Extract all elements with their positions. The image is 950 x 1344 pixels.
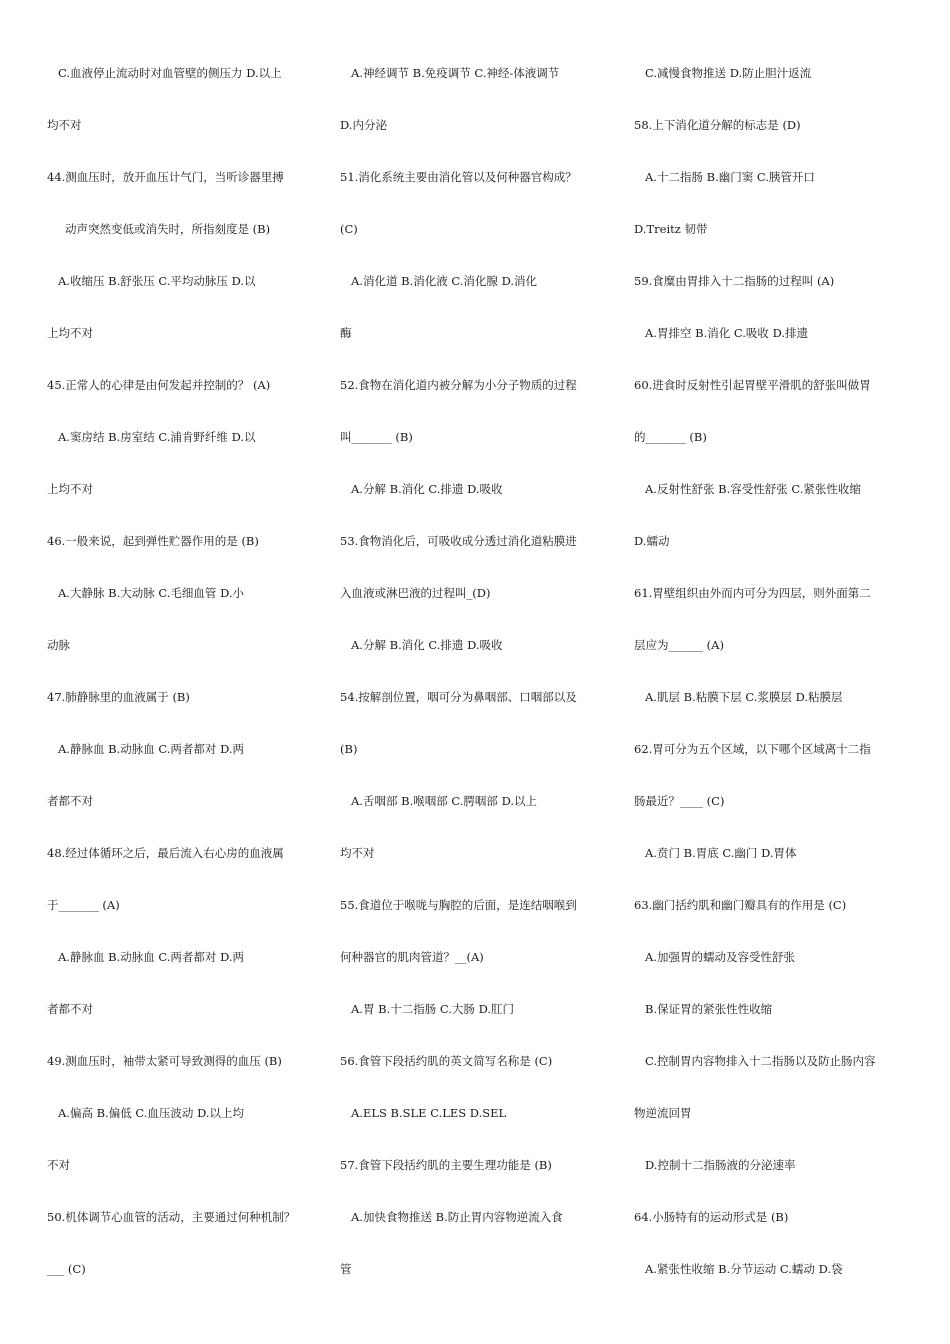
text-line: 管 [340, 1262, 352, 1276]
text-line: A.大静脉 B.大动脉 C.毛细血管 D.小 [58, 586, 245, 600]
text-line: A.神经调节 B.免疫调节 C.神经-体液调节 [351, 66, 560, 80]
text-line: (C) [340, 222, 358, 236]
text-line: 47.肺静脉里的血液属于 (B) [47, 690, 190, 704]
text-line: 50.机体调节心血管的活动，主要通过何种机制？ [47, 1210, 296, 1224]
text-line: 51.消化系统主要由消化管以及何种器官构成？ [340, 170, 577, 184]
text-line: 60.进食时反射性引起胃壁平滑肌的舒张叫做胃 [634, 378, 871, 392]
text-line: D.控制十二指肠液的分泌速率 [645, 1158, 796, 1172]
text-line: 上均不对 [47, 326, 93, 340]
text-line: 61.胃壁组织由外而内可分为四层，则外面第二 [634, 586, 871, 600]
text-line: A.舌咽部 B.喉咽部 C.腭咽部 D.以上 [351, 794, 538, 808]
text-line: 者都不对 [47, 794, 93, 808]
text-line: 46.一般来说，起到弹性贮器作用的是 (B) [47, 534, 259, 548]
text-line: A.静脉血 B.动脉血 C.两者都对 D.两 [58, 950, 245, 964]
text-line: 52.食物在消化道内被分解为小分子物质的过程 [340, 378, 577, 392]
text-line: 的_______ (B) [634, 430, 707, 444]
text-line: A.加快食物推送 B.防止胃内容物逆流入食 [351, 1210, 563, 1224]
text-line: (B) [340, 742, 358, 756]
text-line: 45.正常人的心律是由何发起并控制的？ (A) [47, 378, 271, 392]
text-line: 63.幽门括约肌和幽门瓣具有的作用是 (C) [634, 898, 847, 912]
text-line: A.分解 B.消化 C.排遗 D.吸收 [351, 482, 503, 496]
text-line: 层应为______ (A) [634, 638, 724, 652]
text-line: 酶 [340, 326, 352, 340]
text-line: A.肌层 B.粘膜下层 C.浆膜层 D.粘膜层 [645, 690, 843, 704]
text-line: 均不对 [340, 846, 375, 860]
text-line: A.反射性舒张 B.容受性舒张 C.紧张性收缩 [645, 482, 861, 496]
text-line: 动声突然变低或消失时，所指刻度是 (B) [65, 222, 271, 236]
text-line: 何种器官的肌肉管道？__(A) [340, 950, 484, 964]
text-line: A.贲门 B.胃底 C.幽门 D.胃体 [645, 846, 797, 860]
text-line: 者都不对 [47, 1002, 93, 1016]
text-line: A.十二指肠 B.幽门窦 C.胰管开口 [645, 170, 815, 184]
text-line: A.ELS B.SLE C.LES D.SEL [351, 1106, 507, 1120]
text-line: 57.食管下段括约肌的主要生理功能是 (B) [340, 1158, 552, 1172]
text-line: A.加强胃的蠕动及容受性舒张 [645, 950, 795, 964]
text-line: 58.上下消化道分解的标志是 (D) [634, 118, 801, 132]
text-line: D.蠕动 [634, 534, 670, 548]
text-line: 56.食管下段括约肌的英文简写名称是 (C) [340, 1054, 553, 1068]
text-line: 均不对 [47, 118, 82, 132]
text-line: A.胃 B.十二指肠 C.大肠 D.肛门 [351, 1002, 515, 1016]
text-line: 53.食物消化后，可吸收成分透过消化道粘膜进 [340, 534, 577, 548]
text-line: 于_______ (A) [47, 898, 120, 912]
column-middle [340, 60, 610, 1308]
text-line: A.胃排空 B.消化 C.吸收 D.排遗 [645, 326, 809, 340]
text-line: 62.胃可分为五个区域，以下哪个区域离十二指 [634, 742, 871, 756]
text-line: 入血液或淋巴液的过程叫_(D) [340, 586, 491, 600]
text-line: 54.按解剖位置，咽可分为鼻咽部、口咽部以及 [340, 690, 577, 704]
text-line: ___ (C) [47, 1262, 86, 1276]
column-right [634, 60, 909, 1308]
text-line: 动脉 [47, 638, 70, 652]
text-line: D.内分泌 [340, 118, 387, 132]
text-line: A.静脉血 B.动脉血 C.两者都对 D.两 [58, 742, 245, 756]
text-line: 64.小肠特有的运动形式是 (B) [634, 1210, 789, 1224]
column-left [47, 60, 317, 1308]
text-line: 肠最近？____ (C) [634, 794, 725, 808]
text-line: C.减慢食物推送 D.防止胆汁返流 [645, 66, 812, 80]
text-line: 叫_______ (B) [340, 430, 413, 444]
text-line: 48.经过体循环之后，最后流入右心房的血液属 [47, 846, 284, 860]
text-line: A.窦房结 B.房室结 C.浦肯野纤维 D.以 [58, 430, 256, 444]
text-line: C.控制胃内容物排入十二指肠以及防止肠内容 [645, 1054, 876, 1068]
text-line: C.血液停止流动时对血管壁的侧压力 D.以上 [58, 66, 282, 80]
text-line: A.紧张性收缩 B.分节运动 C.蠕动 D.袋 [645, 1262, 843, 1276]
text-line: 44.测血压时，放开血压计气门，当听诊器里搏 [47, 170, 284, 184]
text-line: A.偏高 B.偏低 C.血压波动 D.以上均 [58, 1106, 245, 1120]
text-line: 物逆流回胃 [634, 1106, 692, 1120]
text-line: A.消化道 B.消化液 C.消化腺 D.消化 [351, 274, 538, 288]
text-line: D.Treitz 韧带 [634, 222, 708, 236]
text-line: A.分解 B.消化 C.排遗 D.吸收 [351, 638, 503, 652]
text-line: 55.食道位于喉咙与胸腔的后面，是连结咽喉到 [340, 898, 577, 912]
text-line: B.保证胃的紧张性性收缩 [645, 1002, 773, 1016]
text-line: 49.测血压时，袖带太紧可导致测得的血压 (B) [47, 1054, 282, 1068]
text-line: 59.食糜由胃排入十二指肠的过程叫 (A) [634, 274, 835, 288]
text-line: 上均不对 [47, 482, 93, 496]
text-line: 不对 [47, 1158, 70, 1172]
text-line: A.收缩压 B.舒张压 C.平均动脉压 D.以 [58, 274, 256, 288]
